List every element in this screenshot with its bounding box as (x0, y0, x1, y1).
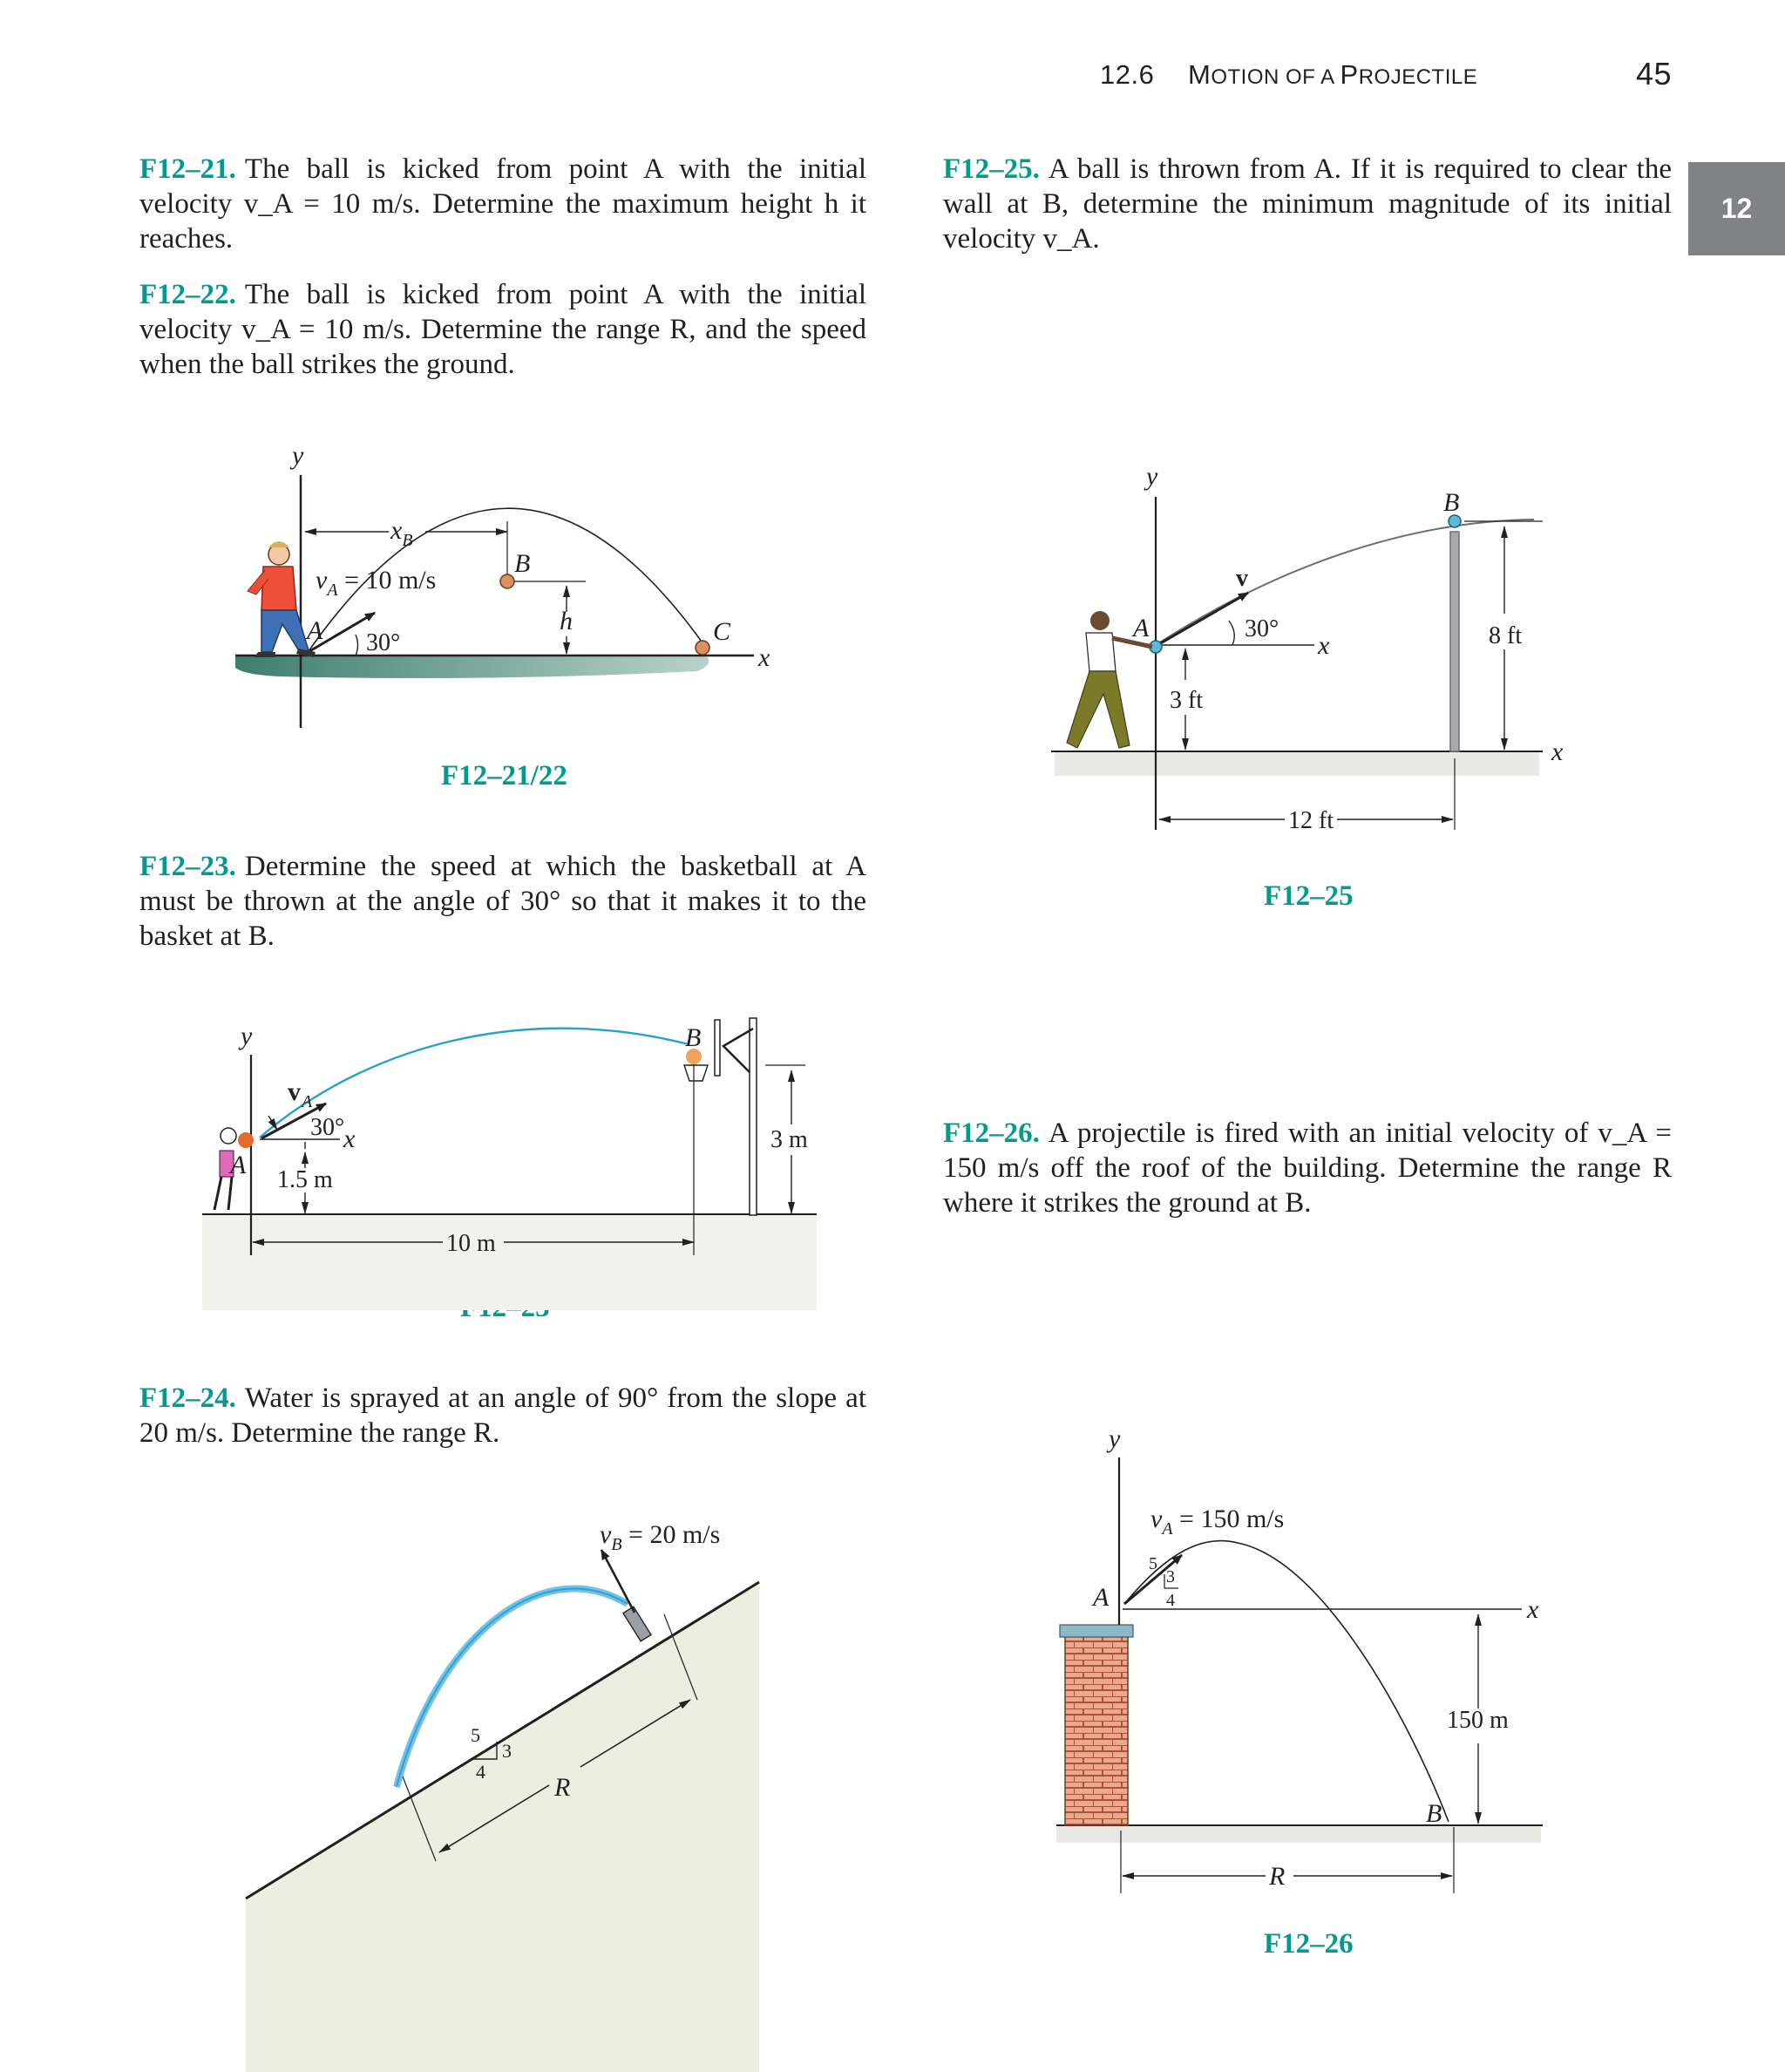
problem-f12-21: F12–21. The ball is kicked from point A with the initial velocity v_A = 10 m/s. Determine the maximum height h it reaches. (139, 153, 866, 255)
svg-text:x: x (1551, 737, 1564, 766)
y-label: y (292, 441, 304, 470)
problem-f12-26: F12–26. A projectile is fired with an initial velocity of v_A = 150 m/s off the roof of the building. Determine the range R where it strikes the ground at B. (943, 1118, 1672, 1219)
svg-text:y: y (1146, 462, 1158, 491)
svg-text:A: A (1133, 614, 1150, 642)
problem-text: The ball is kicked from point A with the initial velocity v_A = 10 m/s. Determine the range R, and the speed when the ball strikes the ground. (139, 279, 866, 380)
problem-text: A ball is thrown from A. If it is required to clear the wall at B, determine the minimum magnitude of its initial velocity v_A. (943, 153, 1672, 255)
problem-f12-22: F12–22. The ball is kicked from point A with the initial velocity v_A = 10 m/s. Determine the range R, and the speed when the ball strikes the ground. (139, 279, 866, 380)
svg-text:y: y (1109, 1424, 1121, 1453)
page-number: 45 (1636, 56, 1673, 92)
svg-text:R: R (1269, 1862, 1286, 1891)
ground-f23 (202, 1214, 817, 1310)
svg-text:3: 3 (1166, 1567, 1175, 1586)
problem-text: A projectile is fired with an initial velocity of v_A = 150 m/s off the roof of the building. Determine the range R where it strikes the ground at B. (943, 1118, 1672, 1219)
ball-B-f25 (1449, 515, 1461, 527)
B-label: B (514, 549, 531, 578)
caption-f12-21-22: F12–21/22 (441, 760, 567, 791)
svg-text:8 ft: 8 ft (1489, 622, 1523, 649)
svg-text:vA = 150 m/s: $v_A = 150$ m/s (1150, 1505, 1285, 1539)
svg-text:R: R (554, 1773, 571, 1802)
ground-f26 (1056, 1825, 1541, 1843)
svg-text:150 m: 150 m (1447, 1707, 1509, 1734)
wall (1450, 532, 1459, 751)
C-label: C (713, 617, 731, 646)
svg-text:y: y (241, 1022, 253, 1050)
svg-text:12 ft: 12 ft (1288, 807, 1334, 834)
svg-text:30°: 30° (1245, 615, 1279, 642)
svg-text:v: v (1236, 565, 1248, 592)
vB-arrow (601, 1550, 635, 1613)
svg-text:10 m: 10 m (446, 1230, 496, 1257)
ground-f25 (1055, 751, 1539, 776)
section-number: 12.6 (1100, 59, 1155, 90)
problem-f12-24: F12–24. Water is sprayed at an angle of 90° from the slope at 20 m/s. Determine the range R. (139, 1382, 866, 1449)
backboard (715, 1020, 720, 1076)
svg-text:3: 3 (502, 1740, 512, 1762)
chapter-tab: 12 (1688, 162, 1785, 255)
building (1065, 1635, 1128, 1825)
svg-text:B: B (1443, 488, 1460, 517)
trajectory-f25 (1156, 520, 1534, 645)
hoop-net (684, 1065, 708, 1081)
svg-text:1.5 m: 1.5 m (277, 1166, 333, 1193)
svg-text:5: 5 (1149, 1554, 1157, 1573)
hoop-pole (750, 1018, 757, 1215)
svg-text:B: B (685, 1023, 702, 1052)
svg-text:4: 4 (1166, 1591, 1175, 1610)
svg-text:5: 5 (471, 1724, 480, 1746)
ground (235, 656, 709, 678)
nozzle (623, 1607, 651, 1641)
caption-f12-25: F12–25 (1264, 880, 1354, 912)
svg-text:x: x (1318, 631, 1330, 660)
svg-text:4: 4 (476, 1761, 485, 1783)
problem-text: Water is sprayed at an angle of 90° from the slope at 20 m/s. Determine the range R. (139, 1382, 866, 1449)
A-label: A (307, 616, 323, 645)
slope-f24 (246, 1582, 759, 2072)
xB-label: $x_B$ (390, 516, 413, 550)
svg-text:x: x (1527, 1595, 1539, 1624)
svg-text:3 m: 3 m (770, 1126, 808, 1153)
svg-text:30°: 30° (310, 1114, 345, 1141)
ball-C (696, 641, 709, 655)
ball-B (500, 574, 514, 588)
problem-text: The ball is kicked from point A with the initial velocity v_A = 10 m/s. Determine the maximum height h it reaches. (139, 153, 866, 255)
svg-text:A: A (302, 1092, 313, 1111)
svg-text:vB = 20 m/s: $v_B = 20$ m/s (600, 1520, 721, 1554)
svg-text:3 ft: 3 ft (1170, 687, 1204, 714)
section-title: MOTION OF A PROJECTILE (1188, 59, 1478, 90)
angle-label: 30° (366, 629, 401, 656)
svg-text:A: A (230, 1151, 247, 1179)
problem-f12-23: F12–23. Determine the speed at which the basketball at A must be thrown at the angle of 30° so that it makes it to the basket at B. (139, 851, 866, 952)
vA-label: $v_A = 10$ m/s (316, 566, 437, 600)
svg-text:B: B (1426, 1799, 1442, 1828)
svg-text:v: v (288, 1077, 301, 1106)
caption-f12-26: F12–26 (1264, 1928, 1354, 1960)
svg-text:x: x (343, 1124, 356, 1153)
h-label: h (560, 607, 573, 635)
svg-text:A: A (1093, 1583, 1110, 1612)
x-label: x (758, 643, 770, 672)
kicker-figure (248, 541, 316, 657)
problem-text: Determine the speed at which the basketball at A must be thrown at the angle of 30° so that it makes it to the basket at B. (139, 851, 866, 952)
problem-f12-25: F12–25. A ball is thrown from A. If it is required to clear the wall at B, determine the minimum magnitude of its initial velocity v_A. (943, 153, 1672, 255)
